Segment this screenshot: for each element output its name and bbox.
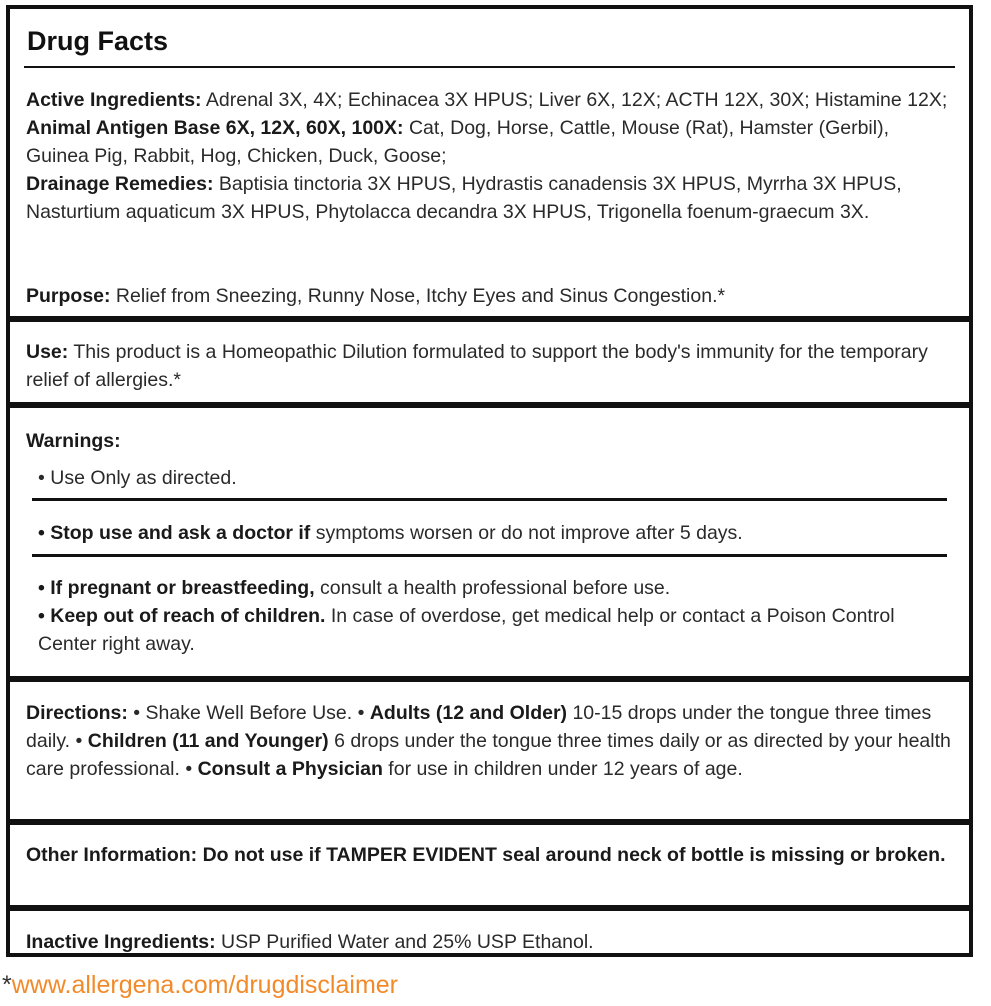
active-ingredients-section (26, 86, 957, 226)
disclaimer-link[interactable]: www.allergena.com/drugdisclaimer (11, 971, 399, 999)
directions-text: for use in children under 12 years of age. (382, 758, 743, 780)
directions-text: 6 drops under the tongue three times daily or as directed by your health care professional. • (26, 730, 951, 780)
section-divider (10, 905, 969, 911)
purpose-label: Purpose: (26, 285, 111, 307)
warning-text: symptoms worsen or do not improve after 5 days. (310, 522, 743, 544)
drug-facts-panel (6, 5, 973, 957)
directions-bold: Consult a Physician (197, 758, 383, 780)
warning-bold: • Stop use and ask a doctor if (38, 522, 311, 544)
disclaimer-footer (2, 971, 398, 1000)
use-label: Use: (26, 341, 69, 363)
warning-text: consult a health professional before use. (314, 577, 671, 599)
warning-item (38, 519, 957, 547)
warnings-heading: Warnings: (26, 430, 121, 452)
warning-bold: • Keep out of reach of children. (38, 605, 326, 627)
use-section (26, 338, 957, 394)
warning-divider (32, 554, 947, 557)
footnote-star: * (2, 971, 12, 999)
directions-text: • Shake Well Before Use. • (127, 702, 370, 724)
title-divider (24, 66, 955, 68)
directions-text: 10-15 drops under the tongue three times daily. • (26, 702, 932, 752)
drainage-remedies-label: Drainage Remedies: (26, 173, 214, 195)
directions-section (26, 699, 957, 783)
purpose-section (26, 282, 957, 310)
directions-bold: Children (11 and Younger) (87, 730, 329, 752)
section-divider (10, 316, 969, 322)
inactive-ingredients-label: Inactive Ingredients: (26, 931, 216, 953)
warning-text: In case of overdose, get medical help or contact a Poison Control Center right away. (38, 605, 895, 655)
warning-bold: • If pregnant or breastfeeding, (38, 577, 315, 599)
section-divider (10, 676, 969, 682)
directions-label: Directions: (26, 702, 128, 724)
active-ingredients-label: Active Ingredients: (26, 89, 202, 111)
page-title: Drug Facts (27, 26, 169, 56)
warning-item (38, 574, 957, 658)
warning-divider (32, 498, 947, 501)
section-divider (10, 819, 969, 825)
inactive-ingredients-section (26, 928, 957, 956)
other-information-text: Other Information: Do not use if TAMPER EVIDENT seal around neck of bottle is missing or broken. (26, 844, 946, 866)
other-information-section (26, 841, 957, 869)
directions-bold: Adults (12 and Older) (369, 702, 568, 724)
animal-antigen-label: Animal Antigen Base 6X, 12X, 60X, 100X: (26, 117, 404, 139)
use-text: This product is a Homeopathic Dilution formulated to support the body's immunity for the temporary relief of allergies.* (26, 341, 928, 391)
inactive-ingredients-text: USP Purified Water and 25% USP Ethanol. (215, 931, 594, 953)
warnings-label (26, 427, 957, 455)
animal-antigen-text: Cat, Dog, Horse, Cattle, Mouse (Rat), Hamster (Gerbil), Guinea Pig, Rabbit, Hog, Chicken, Duck, Goose; (26, 117, 889, 167)
drainage-remedies-text: Baptisia tinctoria 3X HPUS, Hydrastis canadensis 3X HPUS, Myrrha 3X HPUS, Nasturtium aquaticum 3X HPUS, Phytolacca decandra 3X HPUS, Trigonella foenum-graecum 3X. (26, 173, 902, 223)
purpose-text: Relief from Sneezing, Runny Nose, Itchy Eyes and Sinus Congestion.* (110, 285, 726, 307)
section-divider (10, 402, 969, 408)
active-ingredients-text: Adrenal 3X, 4X; Echinacea 3X HPUS; Liver 6X, 12X; ACTH 12X, 30X; Histamine 12X; (201, 89, 948, 111)
warning-item: • Use Only as directed. (38, 467, 237, 489)
